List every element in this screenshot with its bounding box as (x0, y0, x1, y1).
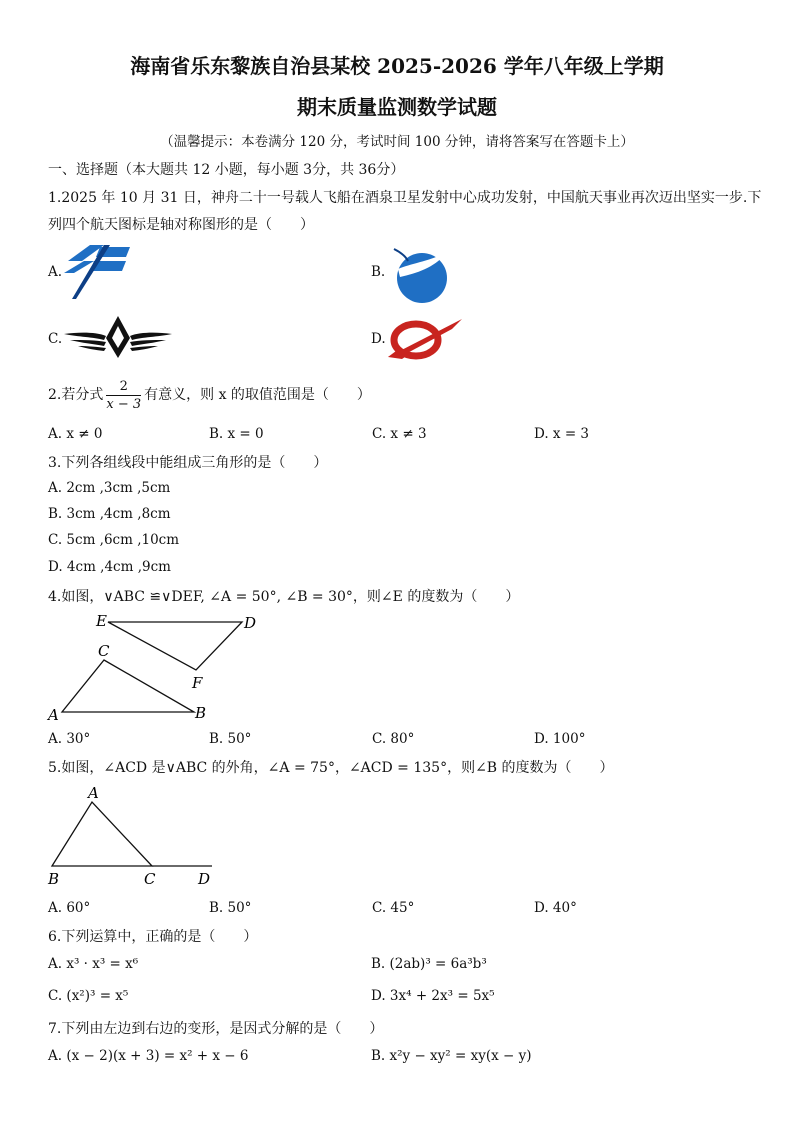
triangle-abc (52, 802, 152, 866)
q5-triangle-figure (44, 782, 224, 890)
q4-stem: 4.如图，∨ABC ≌∨DEF, ∠A = 50°, ∠B = 30°，则∠E 的度数为（ ） (48, 589, 520, 605)
label-b: B (195, 704, 207, 722)
spacecraft-logo-c (60, 314, 176, 362)
q2-fraction-denominator: x − 3 (106, 396, 142, 412)
label-c: C (98, 642, 110, 660)
label-d: D (244, 614, 257, 632)
label-b: B (48, 870, 60, 888)
q1-option-b-label: B. (371, 264, 386, 280)
section-heading: 一、选择题（本大题共 12 小题，每小题 3分，共 36分） (48, 162, 405, 178)
q7-option-b: B. x²y − xy² = xy(x − y) (371, 1048, 532, 1064)
q7-option-a: A. (x − 2)(x + 3) = x² + x − 6 (48, 1048, 249, 1064)
q7-stem: 7.下列由左边到右边的变形，是因式分解的是（ ） (48, 1021, 384, 1037)
q4-option-d: D. 100° (534, 731, 586, 747)
label-d: D (198, 870, 211, 888)
q5-option-c: C. 45° (372, 900, 415, 916)
q5-stem: 5.如图，∠ACD 是∨ABC 的外角，∠A = 75°，∠ACD = 135°，则∠B 的度数为（ ） (48, 760, 614, 776)
q4-option-b: B. 50° (209, 731, 252, 747)
q4-triangles-figure (44, 610, 264, 724)
label-a: A (48, 706, 59, 724)
spacecraft-logo-d (386, 315, 466, 361)
q2-option-b: B. x = 0 (209, 426, 264, 442)
spacecraft-logo-a (60, 243, 132, 301)
exam-title-line1: 海南省乐东黎族自治县某校 2025-2026 学年八年级上学期 (130, 54, 664, 78)
q2-stem (48, 376, 371, 414)
triangle-def (108, 622, 242, 670)
q3-stem: 3.下列各组线段中能组成三角形的是（ ） (48, 455, 328, 471)
triangle-abc (62, 660, 194, 712)
q1-stem-line1: 1.2025 年 10 月 31 日，神舟二十一号载人飞船在酒泉卫星发射中心成功发射，中国航天事业再次迈出坚实一步.下 (48, 190, 762, 206)
q6-option-d: D. 3x⁴ + 2x³ = 5x⁵ (371, 988, 495, 1004)
q1-stem-line2: 列四个航天图标是轴对称图形的是（ ） (48, 217, 314, 233)
q2-fraction (106, 378, 141, 413)
q2-stem-suffix: 有意义，则 x 的取值范围是（ ） (144, 387, 371, 403)
label-e: E (96, 612, 107, 630)
q6-option-c: C. (x²)³ = x⁵ (48, 988, 129, 1004)
q2-option-d: D. x = 3 (534, 426, 590, 442)
q5-option-a: A. 60° (48, 900, 91, 916)
q2-option-c: C. x ≠ 3 (372, 426, 427, 442)
exam-title-line2: 期末质量监测数学试题 (297, 95, 497, 119)
q6-option-a: A. x³ · x³ = x⁶ (48, 956, 139, 972)
q4-option-a: A. 30° (48, 731, 91, 747)
spacecraft-logo-b (392, 247, 452, 305)
q2-fraction-numerator: 2 (106, 378, 141, 396)
q3-option-b: B. 3cm ,4cm ,8cm (48, 506, 171, 522)
q4-option-c: C. 80° (372, 731, 415, 747)
q6-stem: 6.下列运算中，正确的是（ ） (48, 929, 258, 945)
q6-option-b: B. (2ab)³ = 6a³b³ (371, 956, 487, 972)
q3-option-c: C. 5cm ,6cm ,10cm (48, 532, 180, 548)
q5-option-b: B. 50° (209, 900, 252, 916)
q1-option-d-label: D. (371, 331, 386, 347)
q3-option-a: A. 2cm ,3cm ,5cm (48, 480, 171, 496)
q3-option-d: D. 4cm ,4cm ,9cm (48, 559, 171, 575)
q5-option-d: D. 40° (534, 900, 577, 916)
label-f: F (192, 674, 203, 692)
q1-option-a-label: A. (48, 264, 63, 280)
label-c: C (144, 870, 156, 888)
q2-option-a: A. x ≠ 0 (48, 426, 103, 442)
q2-stem-prefix: 2.若分式 (48, 387, 104, 403)
label-a: A (88, 784, 99, 802)
exam-tip: （温馨提示：本卷满分 120 分，考试时间 100 分钟，请将答案写在答题卡上） (160, 134, 634, 150)
q1-option-c-label: C. (48, 331, 63, 347)
